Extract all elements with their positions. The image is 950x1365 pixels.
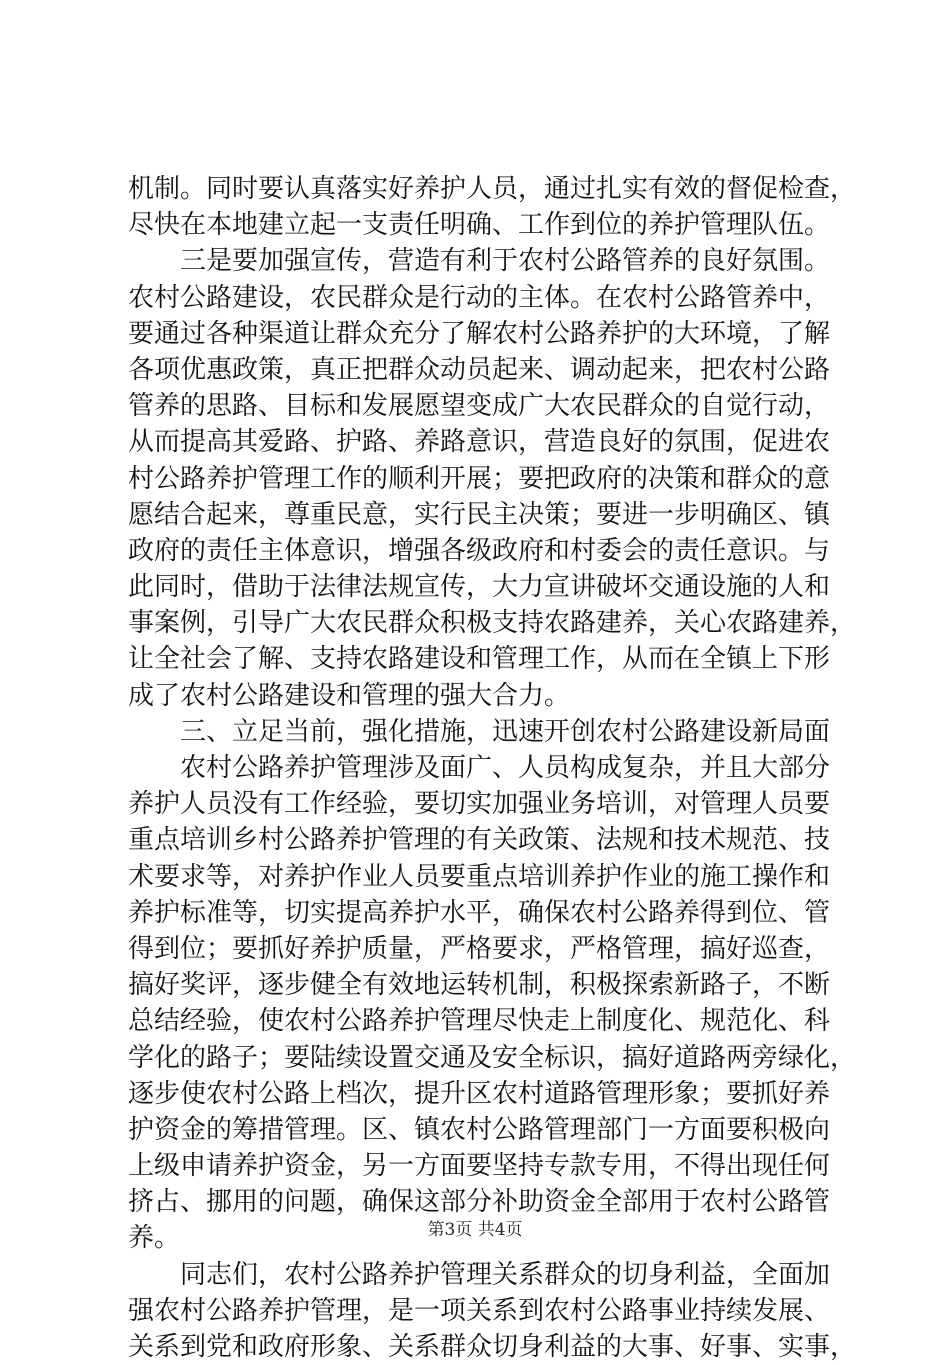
text-line: 村公路养护管理工作的顺利开展；要把政府的决策和群众的意 <box>128 463 831 494</box>
text-line: 护资金的筹措管理。区、镇农村公路管理部门一方面要积极向 <box>128 1114 831 1145</box>
page-number-footer: 第3页 共4页 <box>427 1220 523 1240</box>
paragraph-start-line: 三是要加强宣传，营造有利于农村公路管养的良好氛围。 <box>180 246 831 277</box>
text-line: 养护标准等，切实提高养护水平，确保农村公路养得到位、管 <box>128 897 831 928</box>
text-line: 政府的责任主体意识，增强各级政府和村委会的责任意识。与 <box>128 535 831 566</box>
text-line: 各项优惠政策，真正把群众动员起来、调动起来，把农村公路 <box>128 354 831 385</box>
text-line: 成了农村公路建设和管理的强大合力。 <box>128 680 571 711</box>
document-body <box>128 171 857 1365</box>
text-line: 让全社会了解、支持农路建设和管理工作，从而在全镇上下形 <box>128 644 831 675</box>
text-line: 管养的思路、目标和发展愿望变成广大农民群众的自觉行动， <box>128 391 831 422</box>
text-line: 重点培训乡村公路养护管理的有关政策、法规和技术规范、技 <box>128 825 831 856</box>
text-line: 机制。同时要认真落实好养护人员，通过扎实有效的督促检查， <box>128 174 857 204</box>
paragraph-start-line: 农村公路养护管理涉及面广、人员构成复杂，并且大部分 <box>180 753 831 783</box>
text-line: 要通过各种渠道让群众充分了解农村公路养护的大环境，了解 <box>128 318 831 349</box>
text-line: 从而提高其爱路、护路、养路意识，营造良好的氛围，促进农 <box>128 427 831 458</box>
text-line: 养护人员没有工作经验，要切实加强业务培训，对管理人员要 <box>128 789 831 820</box>
text-line: 挤占、挪用的问题，确保这部分补助资金全部用于农村公路管 <box>128 1187 831 1218</box>
text-line: 逐步使农村公路上档次，提升区农村道路管理形象；要抓好养 <box>128 1078 831 1109</box>
text-line: 术要求等，对养护作业人员要重点培训养护作业的施工操作和 <box>128 861 831 892</box>
text-line: 愿结合起来，尊重民意，实行民主决策；要进一步明确区、镇 <box>128 499 831 530</box>
text-line: 学化的路子；要陆续设置交通及安全标识，搞好道路两旁绿化， <box>128 1042 857 1073</box>
paragraph-start-line: 同志们，农村公路养护管理关系群众的切身利益，全面加 <box>180 1259 831 1290</box>
text-line: 总结经验，使农村公路养护管理尽快走上制度化、规范化、科 <box>128 1006 831 1037</box>
text-line: 尽快在本地建立起一支责任明确、工作到位的养护管理队伍。 <box>128 210 831 241</box>
text-line: 搞好奖评，逐步健全有效地运转机制，积极探索新路子，不断 <box>128 970 831 1001</box>
text-line: 关系到党和政府形象、关系群众切身利益的大事、好事、实事， <box>128 1332 857 1362</box>
text-line: 养。 <box>128 1223 181 1254</box>
text-line: 事案例，引导广大农民群众积极支持农路建养，关心农路建养， <box>128 608 857 639</box>
text-line: 强农村公路养护管理，是一项关系到农村公路事业持续发展、 <box>128 1295 831 1326</box>
text-line: 此同时，借助于法律法规宣传，大力宣讲破坏交通设施的人和 <box>128 572 831 603</box>
text-line: 上级申请养护资金，另一方面要坚持专款专用，不得出现任何 <box>128 1151 831 1182</box>
text-line: 农村公路建设，农民群众是行动的主体。在农村公路管养中， <box>128 282 831 313</box>
section-heading: 三、立足当前，强化措施，迅速开创农村公路建设新局面 <box>180 716 831 747</box>
text-line: 得到位；要抓好养护质量，严格要求，严格管理，搞好巡查， <box>128 933 831 964</box>
